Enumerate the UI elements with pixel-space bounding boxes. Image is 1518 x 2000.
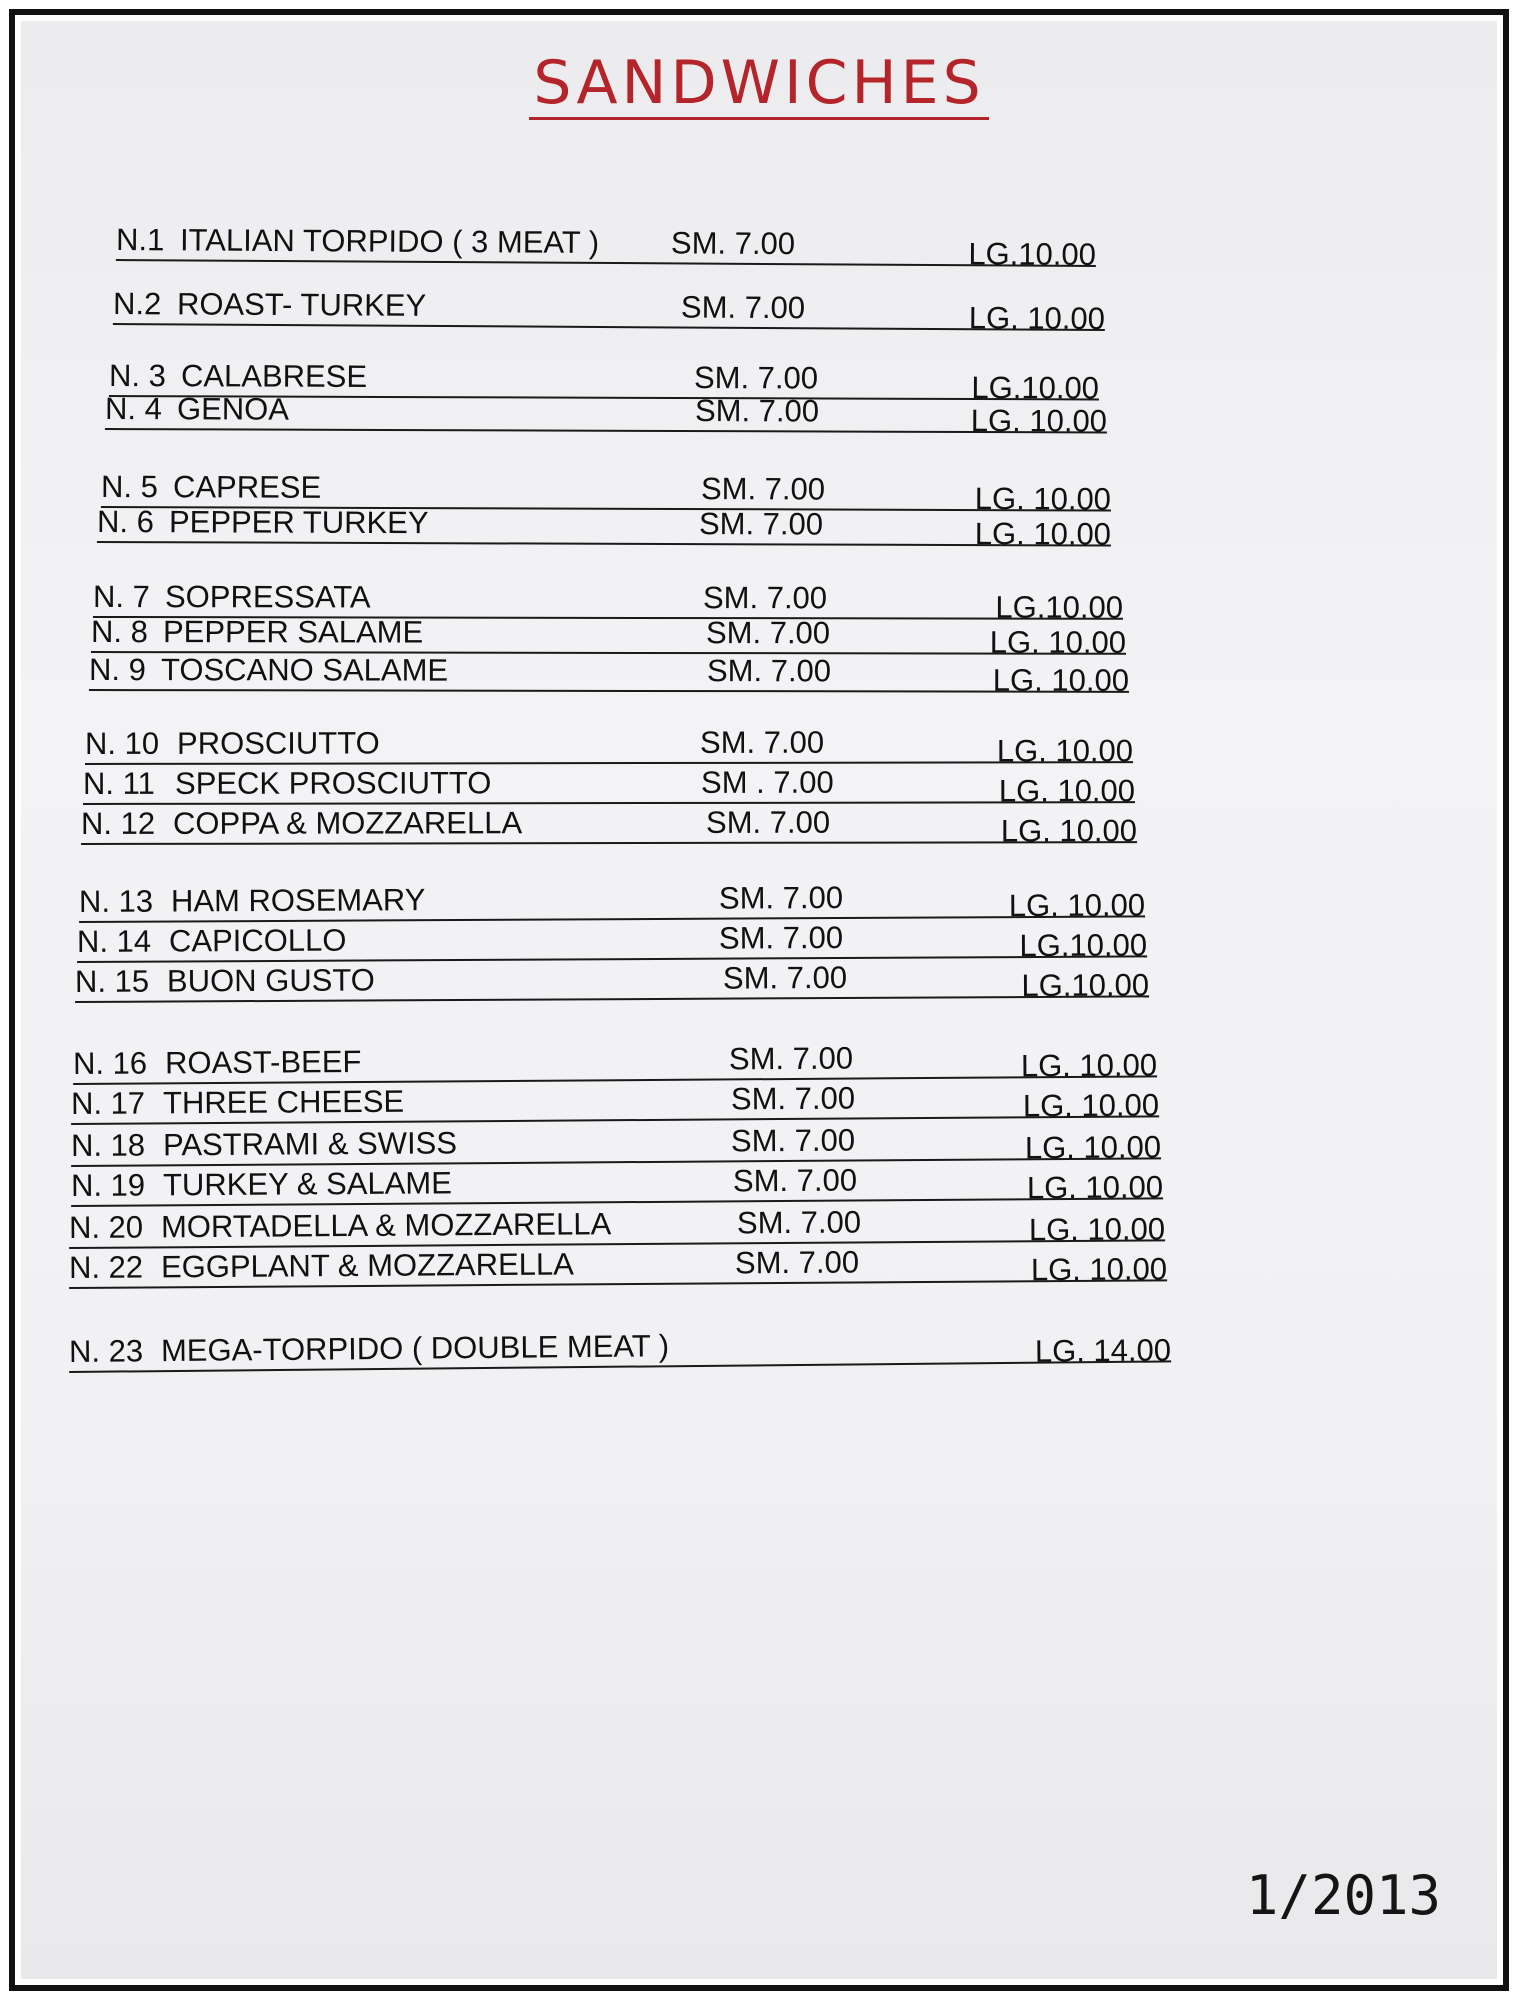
item-number: N. 14 <box>76 923 152 959</box>
item-number: N. 6 <box>96 504 154 540</box>
menu-item-row <box>112 283 1106 337</box>
menu-title-text: SANDWICHES <box>529 53 988 120</box>
large-price: LG.10.00 <box>968 236 1097 272</box>
large-price: LG. 10.00 <box>989 624 1127 660</box>
item-number: N.2 <box>112 286 162 322</box>
small-price: SM. 7.00 <box>718 919 844 956</box>
item-number: N. 11 <box>82 765 155 801</box>
item-name: TURKEY & SALAME <box>162 1165 452 1203</box>
item-name: CALABRESE <box>180 358 368 394</box>
small-price: SM. 7.00 <box>718 879 844 916</box>
large-price: LG. 10.00 <box>1030 1251 1168 1288</box>
large-price: LG. 10.00 <box>1024 1129 1162 1166</box>
large-price: LG.10.00 <box>995 589 1124 625</box>
item-name: PEPPER TURKEY <box>168 504 429 541</box>
item-name: PASTRAMI & SWISS <box>162 1125 458 1163</box>
small-price: SM. 7.00 <box>698 506 824 542</box>
item-number: N. 7 <box>92 579 150 615</box>
item-name: TOSCANO SALAME <box>160 652 449 688</box>
item-number: N. 4 <box>104 391 162 427</box>
small-price: SM. 7.00 <box>702 580 828 616</box>
item-number: N. 5 <box>100 469 158 505</box>
large-price: LG. 10.00 <box>974 481 1112 517</box>
large-price: LG. 10.00 <box>974 516 1112 552</box>
menu-item-row <box>69 1239 1167 1289</box>
small-price: SM. 7.00 <box>705 615 831 651</box>
menu-title <box>21 48 1497 120</box>
large-price: LG. 10.00 <box>1026 1169 1164 1206</box>
large-price: LG. 10.00 <box>1028 1211 1166 1248</box>
item-name: ROAST- TURKEY <box>176 286 427 323</box>
item-name: THREE CHEESE <box>162 1083 405 1121</box>
item-name: MEGA-TORPIDO ( DOUBLE MEAT ) <box>160 1328 670 1369</box>
item-name: PEPPER SALAME <box>162 614 424 650</box>
item-name: BUON GUSTO <box>166 962 375 999</box>
item-name: SPECK PROSCIUTTO <box>174 765 492 801</box>
item-number: N. 10 <box>84 725 160 761</box>
large-price: LG. 10.00 <box>1000 813 1138 849</box>
small-price: SM. 7.00 <box>693 360 819 396</box>
menu-item-row <box>82 761 1136 809</box>
small-price: SM. 7.00 <box>694 393 820 429</box>
large-price: LG. 10.00 <box>998 773 1136 809</box>
large-price: LG. 10.00 <box>1022 1087 1160 1124</box>
item-name: EGGPLANT & MOZZARELLA <box>160 1246 574 1285</box>
item-number: N. 20 <box>68 1209 144 1245</box>
photo-frame <box>9 9 1509 1991</box>
item-number: N. 12 <box>80 805 156 841</box>
item-number: N. 18 <box>70 1127 146 1163</box>
small-price: SM. 7.00 <box>722 959 848 996</box>
small-price: SM. 7.00 <box>734 1244 860 1281</box>
small-price: SM. 7.00 <box>730 1122 856 1159</box>
item-name: ITALIAN TORPIDO ( 3 MEAT ) <box>179 222 600 260</box>
small-price: SM. 7.00 <box>706 653 832 689</box>
item-name: GENOA <box>176 391 290 427</box>
large-price: LG. 10.00 <box>970 403 1108 439</box>
menu-item-row <box>115 219 1097 272</box>
menu-item-row <box>75 955 1149 1003</box>
menu-item-row <box>96 501 1112 552</box>
item-name: CAPICOLLO <box>168 922 347 959</box>
small-price: SM. 7.00 <box>700 471 826 507</box>
item-name: MORTADELLA & MOZZARELLA <box>160 1206 612 1245</box>
item-name: CAPRESE <box>172 469 322 505</box>
menu-item-row <box>69 1320 1171 1373</box>
item-number: N. 9 <box>88 652 146 688</box>
menu-item-row <box>90 611 1127 660</box>
large-price: LG. 10.00 <box>1008 887 1146 924</box>
item-name: COPPA & MOZZARELLA <box>172 805 523 841</box>
item-number: N. 22 <box>68 1249 144 1285</box>
item-number: N. 13 <box>78 883 154 919</box>
menu-item-row <box>80 801 1138 849</box>
large-price: LG.10.00 <box>1021 967 1150 1004</box>
small-price: SM. 7.00 <box>728 1040 854 1077</box>
item-name: SOPRESSATA <box>164 579 371 615</box>
menu-item-row <box>84 721 1134 769</box>
item-number: N. 19 <box>70 1167 146 1203</box>
menu-item-row <box>104 388 1108 439</box>
small-price: SM. 7.00 <box>732 1162 858 1199</box>
small-price: SM. 7.00 <box>736 1204 862 1241</box>
menu-item-row <box>88 649 1130 698</box>
item-number: N. 8 <box>90 614 148 650</box>
large-price: LG. 10.00 <box>996 733 1134 769</box>
menu-date: 1/2013 <box>1245 1864 1441 1927</box>
large-price: LG. 14.00 <box>1034 1332 1172 1369</box>
item-name: HAM ROSEMARY <box>170 882 426 919</box>
item-name: PROSCIUTTO <box>176 725 380 761</box>
large-price: LG. 10.00 <box>968 300 1106 337</box>
small-price: SM . 7.00 <box>700 764 834 800</box>
item-name: ROAST-BEEF <box>164 1043 362 1081</box>
large-price: LG. 10.00 <box>1020 1047 1158 1084</box>
menu-sheet <box>21 21 1497 1979</box>
small-price: SM. 7.00 <box>705 804 831 840</box>
item-number: N. 23 <box>68 1333 144 1369</box>
item-number: N. 15 <box>74 963 150 999</box>
small-price: SM. 7.00 <box>670 225 796 262</box>
small-price: SM. 7.00 <box>680 289 806 326</box>
item-number: N. 16 <box>72 1045 148 1081</box>
item-number: N. 17 <box>70 1085 146 1121</box>
small-price: SM. 7.00 <box>730 1080 856 1117</box>
large-price: LG. 10.00 <box>992 662 1130 698</box>
item-number: N.1 <box>115 222 165 258</box>
item-number: N. 3 <box>108 358 166 394</box>
small-price: SM. 7.00 <box>699 724 825 760</box>
large-price: LG.10.00 <box>1019 927 1148 964</box>
large-price: LG.10.00 <box>971 370 1100 406</box>
